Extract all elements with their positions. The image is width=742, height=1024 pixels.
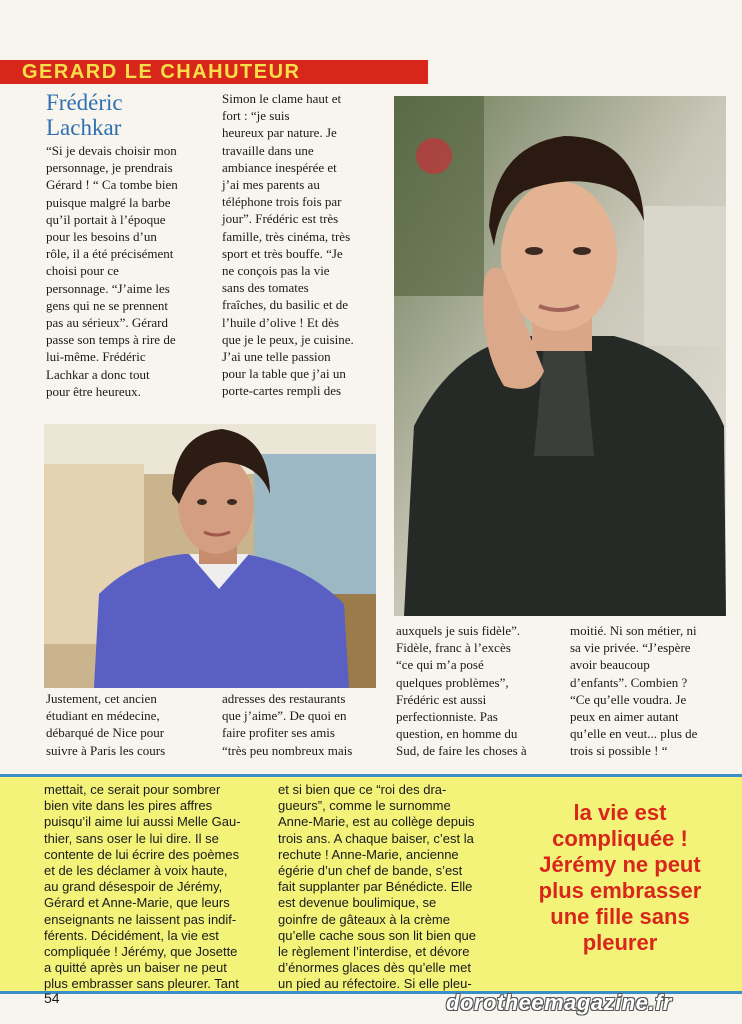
article-column-2b: adresses des restaurants que j’aime”. De quoi en faire profiter ses amis “très peu nombreux mais <box>222 691 353 758</box>
portrait-photo <box>394 96 726 616</box>
actor-name: Frédéric Lachkar <box>46 90 123 140</box>
banner-title: GERARD LE CHAHUTEUR <box>22 61 301 83</box>
article-column-1b: Justement, cet ancien étudiant en médecine, débarqué de Nice pour suivre à Paris les cours <box>46 691 166 758</box>
site-watermark: dorotheemagazine.fr <box>446 990 672 1015</box>
pull-quote: la vie est compliquée ! Jérémy ne peut plus embrasser une fille sans pleurer <box>538 800 702 955</box>
article-column-4b: moitié. Ni son métier, ni sa vie privée. “J’espère avoir beaucoup d’enfants”. Combien ? “Ce qu’elle voudra. Je peux en aimer autant qu’elle en veut... plus de trois si possible ! “ <box>570 623 698 759</box>
article-column-3b: auxquels je suis fidèle”. Fidèle, franc à l’excès “ce qui m’a posé quelques problèmes”, Frédéric est aussi perfectionniste. Pas question, en homme du Sud, de faire les choses à <box>396 623 527 759</box>
classroom-photo <box>44 424 376 688</box>
article-column-2: Simon le clame haut et fort : “je suis heureux par nature. Je travaille dans une ambiance inespérée et j’ai mes parents au téléphone trois fois par jour”. Frédéric est très famille, très cinéma, très sport et très bouffe. “Je ne conçois pas la vie sans des tomates fraîches, du basilic et de l’huile d’olive ! Et dès que je le peux, je cuisine. J’ai une telle passion pour la table que j’ai un porte-cartes rempli des <box>222 91 354 399</box>
title-banner <box>0 60 428 84</box>
story-column-1: mettait, ce serait pour sombrer bien vite dans les pires affres puisqu’il aime lui aussi Melle Gau- thier, sans oser le lui dire. Il se contente de lui écrire des poèmes et de les déclamer à voix haute, au grand désespoir de Jérémy, Gérard et Anne-Marie, que leurs enseignants ne laissent pas indif- férents. Décidément, la vie est compliquée ! Jérémy, que Josette a quitté après un baiser ne peut plus embrasser sans pleurer. Tant <box>44 782 241 992</box>
article-column-1: “Si je devais choisir mon personnage, je prendrais Gérard ! “ Ca tombe bien puisque malgré la barbe qu’il portait à l’époque pour les besoins d’un rôle, il a été précisément choisi pour ce personnage. “J’aime les gens qui ne se prennent pas au sérieux”. Gérard passe son temps à rire de lui-même. Frédéric Lachkar a donc tout pour être heureux. <box>46 143 178 399</box>
story-column-2: et si bien que ce “roi des dra- gueurs”, comme le surnomme Anne-Marie, est au collège depuis trois ans. A chaque baiser, c’est la rechute ! Anne-Marie, ancienne égérie d’un chef de bande, s’est fait supplanter par Bénédicte. Elle est devenue boulimique, se goinfre de gâteaux à la crème qu’elle cache sous son lit bien que le règlement l’interdise, et dévore d’énormes glaces dès qu’elle met un pied au réfectoire. Si elle pleu- <box>278 782 477 992</box>
page-number: 54 <box>44 990 60 1006</box>
